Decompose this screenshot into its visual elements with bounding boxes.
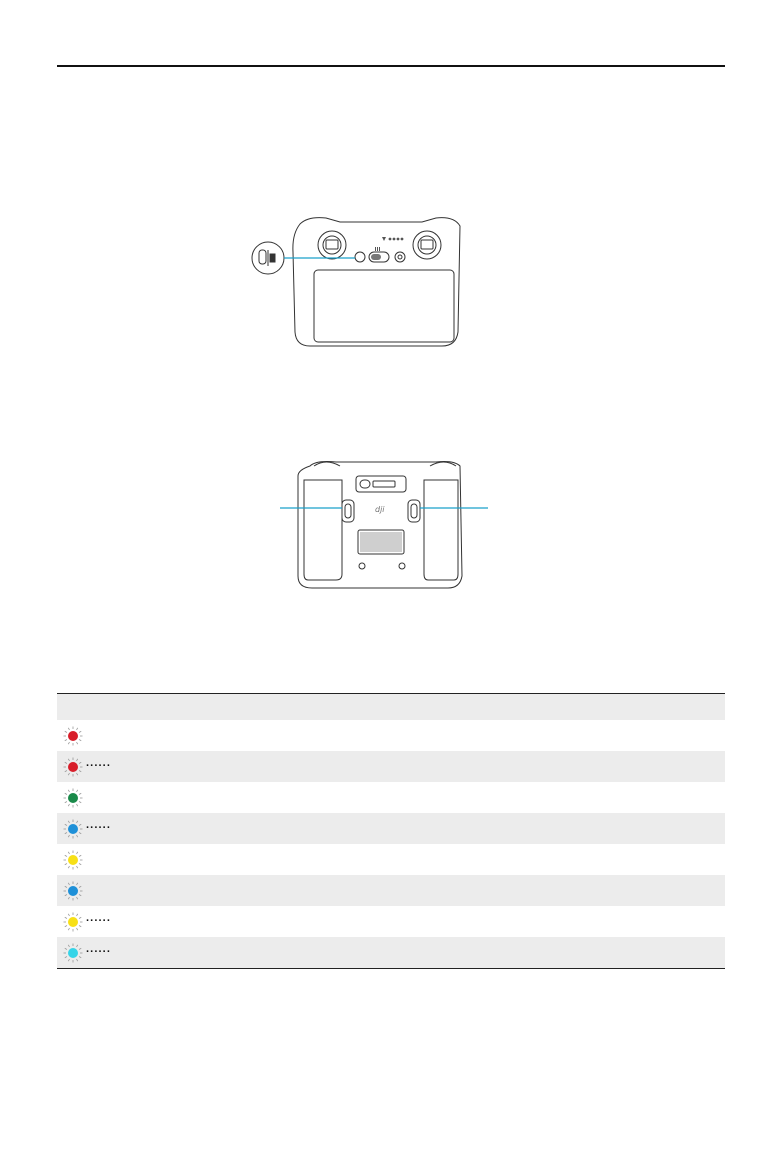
- header-cell-1: [57, 694, 725, 721]
- blink-indicator: ······: [86, 822, 111, 834]
- led-pattern-cell: [57, 782, 725, 813]
- led-light-icon: [63, 788, 83, 808]
- controller-body: [293, 218, 460, 346]
- blink-indicator: ······: [86, 760, 111, 772]
- led-light-icon: [63, 912, 83, 932]
- led-light-icon: [63, 881, 83, 901]
- table-row: [57, 844, 725, 875]
- port-area: [356, 476, 406, 492]
- table-row: [57, 751, 725, 782]
- svg-text:dji: dji: [375, 505, 385, 514]
- led-pattern-cell: [57, 875, 725, 906]
- led-pattern-cell: [57, 937, 725, 969]
- table-header-row: [57, 694, 725, 721]
- pause-button: [355, 252, 365, 262]
- led-status-table: [57, 693, 725, 969]
- led-pattern-cell: [57, 751, 725, 782]
- table-row: [57, 782, 725, 813]
- led-light-icon: [63, 819, 83, 839]
- led-pattern-cell: [57, 720, 725, 751]
- led-light-icon: [63, 726, 83, 746]
- led-pattern-cell: [57, 844, 725, 875]
- left-back-button: [342, 500, 354, 522]
- blink-indicator: ······: [86, 946, 111, 958]
- right-back-button: [408, 500, 420, 522]
- blink-indicator: ······: [86, 915, 111, 927]
- table-row: [57, 906, 725, 937]
- table-row: [57, 813, 725, 844]
- remote-back-illustration: [276, 456, 496, 592]
- led-light-icon: [63, 757, 83, 777]
- led-pattern-cell: [57, 813, 725, 844]
- table-row: [57, 937, 725, 969]
- left-stick: [318, 231, 346, 259]
- remote-front-illustration: [246, 212, 466, 352]
- right-stick: [413, 231, 441, 259]
- led-light-icon: [63, 943, 83, 963]
- led-pattern-cell: [57, 906, 725, 937]
- table-row: [57, 720, 725, 751]
- led-light-icon: [63, 850, 83, 870]
- header-rule: [57, 65, 725, 67]
- table-row: [57, 875, 725, 906]
- screen: [314, 270, 454, 342]
